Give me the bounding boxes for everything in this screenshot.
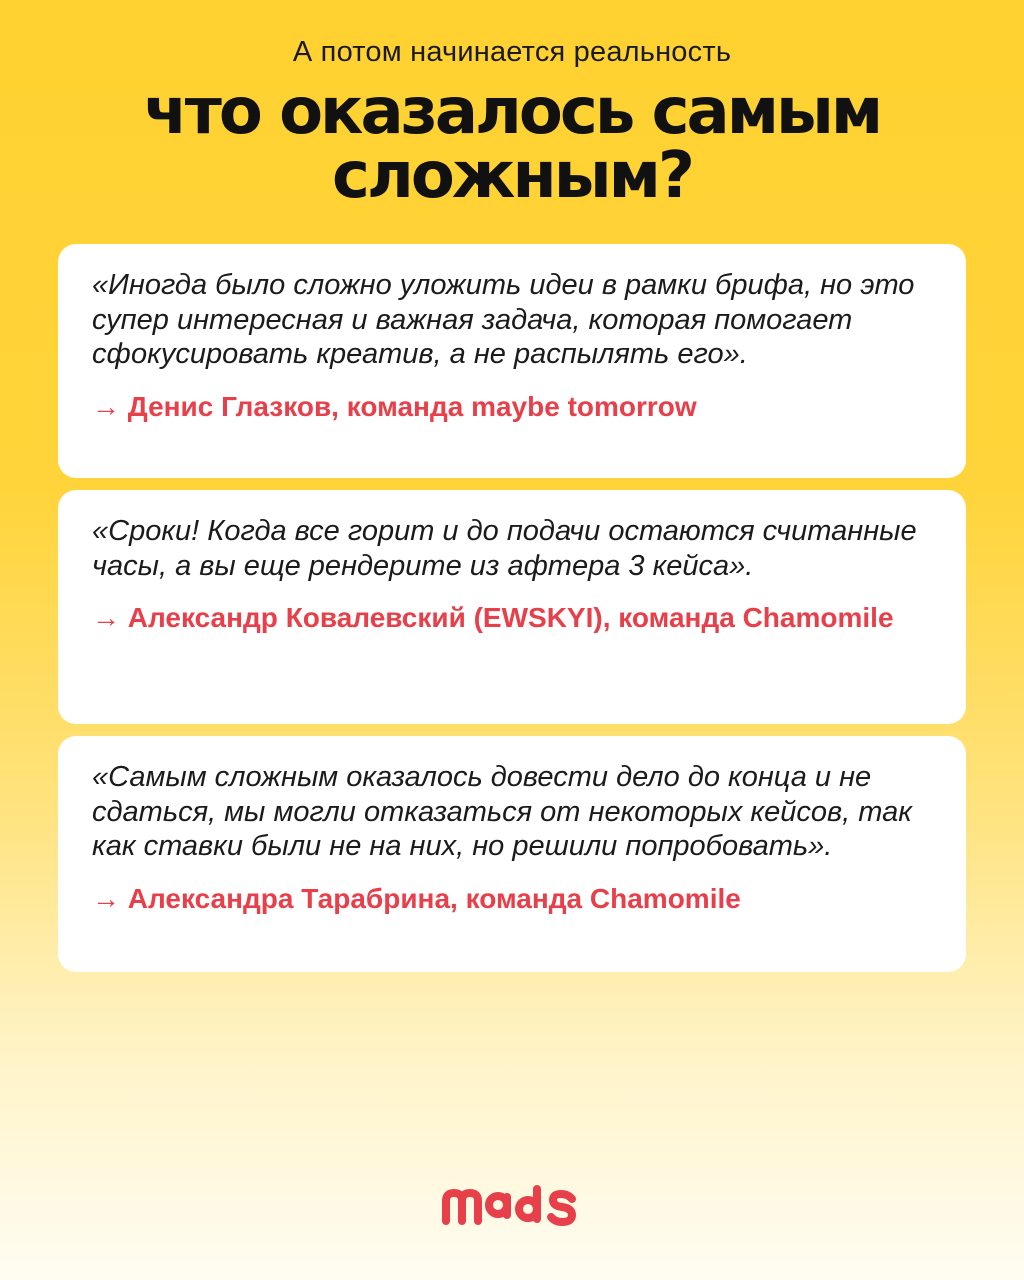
quote-card (58, 736, 966, 972)
quote-author: → Александр Ковалевский (EWSKYI), команда Chamomile (92, 602, 894, 633)
quote-author: → Денис Глазков, команда maybe tomorrow (92, 390, 697, 422)
quote-card (58, 490, 966, 724)
mads-logo (440, 1175, 585, 1235)
quote-text: «Самым сложным оказалось довести дело до конца и не сдаться, мы могли отказаться от некоторых кейсов, так как ставки были не на них, но решили попробовать». (92, 761, 912, 862)
quote-text: «Иногда было сложно уложить идеи в рамки брифа, но это супер интересная и важная задача, которая помогает сфокусировать креатив, а не распылять его». (92, 269, 915, 370)
page-subtitle: А потом начинается реальность (292, 36, 732, 68)
quote-card (58, 244, 966, 478)
quote-text: «Сроки! Когда все горит и до подачи остаются считанные часы, а вы еще рендерите из афтера 3 кейса». (92, 515, 917, 582)
quote-author: → Александра Тарабрина, команда Chamomile (92, 882, 741, 914)
page-title: что оказалось самым сложным? (143, 75, 881, 213)
